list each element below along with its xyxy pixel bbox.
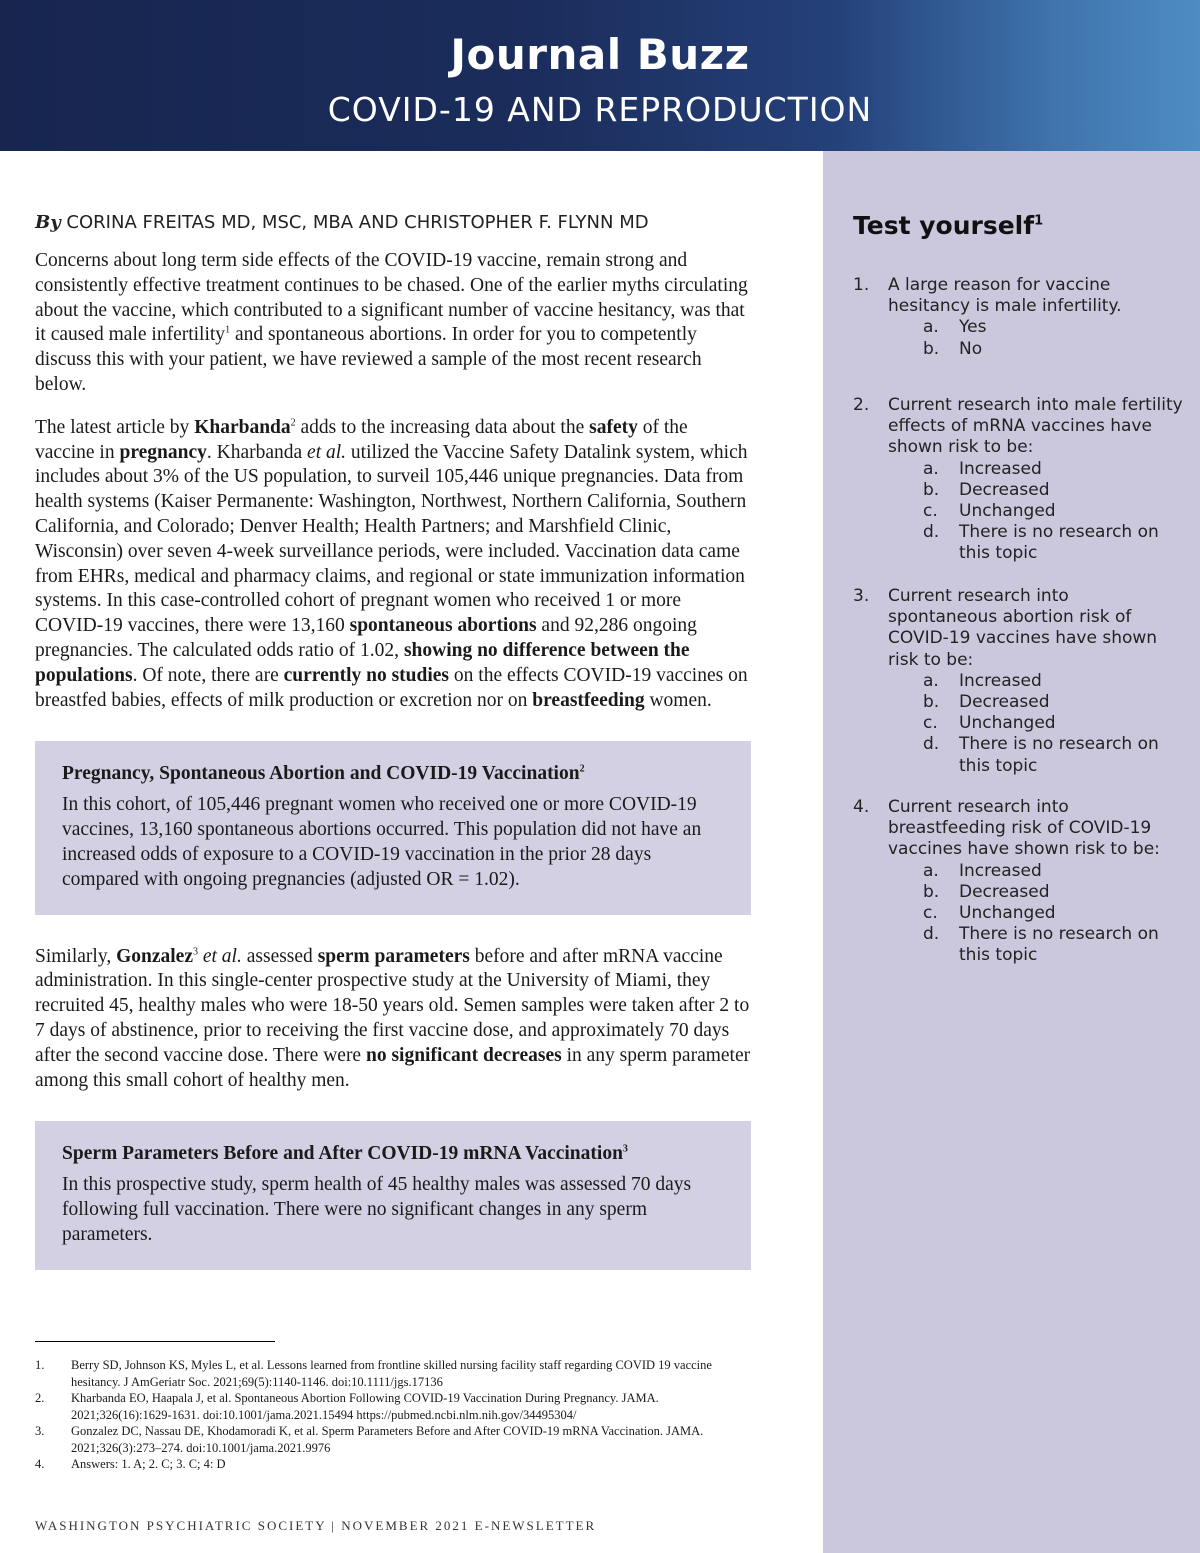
para-italic: et al. <box>307 441 347 463</box>
callout-text: In this cohort, of 105,446 pregnant women who received one or more COVID-19 vaccines, 13,160 spontaneous abortions occurred. This population did not have an increased odds of exposure to a COVID-19 vaccination in the prior 28 days compared with ongoing pregnancies (adjusted OR = 1.02). <box>62 794 702 890</box>
intro-text: Concerns about long term side effects of the COVID-19 vaccine, remain strong and consistently effective treatment continues to be chased. One of the earlier myths circulating about the vaccine, which contributed to a significant number of vaccine hesitancy, was that it caused male infertility <box>35 250 748 346</box>
kharbanda-paragraph <box>35 416 751 714</box>
footnote <box>35 1390 725 1423</box>
question-number: 3. <box>853 586 870 606</box>
option-letter: b. <box>923 338 940 359</box>
intro-text: and spontaneous abortions. In order for you to competently discuss this with your patient, we have reviewed a sample of the most recent research below. <box>35 324 702 395</box>
page-title: Journal Buzz <box>450 30 750 79</box>
option-letter: c. <box>923 501 938 522</box>
citation-ref: 3 <box>622 1143 628 1155</box>
quiz-question <box>853 586 1183 777</box>
footnote-divider <box>35 1341 275 1342</box>
intro-paragraph <box>35 249 751 398</box>
para-bold: safety <box>589 416 638 438</box>
para-text: on the effects COVID-19 vaccines on breastfed babies, effects of milk production or excretion nor on <box>35 664 748 711</box>
answer-option <box>923 501 1183 522</box>
option-letter: b. <box>923 479 940 500</box>
para-bold: showing no difference between the populations <box>35 639 690 686</box>
footnote-text: Answers: 1. A; 2. C; 3. C; 4: D <box>71 1457 226 1471</box>
callout-text: In this prospective study, sperm health of 45 healthy males was assessed 70 days following full vaccination. There were no significant changes in any sperm parameters. <box>62 1174 692 1245</box>
answer-option <box>923 924 1183 966</box>
callout-title-text: Pregnancy, Spontaneous Abortion and COVID-19 Vaccination <box>62 763 580 785</box>
option-text: Increased <box>959 860 1042 881</box>
para-text: and 92,286 ongoing pregnancies. The calculated odds ratio of 1.02, <box>35 615 697 661</box>
quiz-question <box>853 275 1183 360</box>
callout-title <box>62 763 724 785</box>
footnotes <box>35 1357 725 1473</box>
para-bold: currently no studies <box>283 664 450 686</box>
option-letter: a. <box>923 317 939 338</box>
question-text: Current research into spontaneous abortion risk of COVID-19 vaccines have shown risk to be: <box>888 586 1158 670</box>
callout-sperm <box>35 1121 751 1269</box>
page-subtitle: COVID-19 AND REPRODUCTION <box>327 90 873 129</box>
article-body <box>35 212 751 1300</box>
para-text: adds to the increasing data about the <box>295 416 590 438</box>
quiz-question <box>853 395 1183 565</box>
footnote-number: 4. <box>35 1457 45 1471</box>
para-text: . Kharbanda <box>206 441 308 463</box>
footnote <box>35 1456 725 1473</box>
option-letter: d. <box>923 734 940 755</box>
option-text: Increased <box>959 670 1042 691</box>
callout-title <box>62 1143 724 1165</box>
para-bold: pregnancy <box>119 441 207 463</box>
answer-option <box>923 339 1183 360</box>
para-text: assessed <box>241 945 318 967</box>
para-bold: breastfeeding <box>532 689 645 711</box>
byline-prefix: By <box>35 212 61 233</box>
option-letter: d. <box>923 924 940 945</box>
answer-option <box>923 317 1183 338</box>
option-letter: b. <box>923 881 940 902</box>
option-text: No <box>959 338 983 359</box>
citation-ref: 2 <box>290 417 296 429</box>
page-header <box>0 0 1200 151</box>
option-letter: a. <box>923 458 939 479</box>
footnote-text: Gonzalez DC, Nassau DE, Khodamoradi K, et al. Sperm Parameters Before and After COVID-19 mRNA Vaccination. JAMA. 2021;326(3):273–274. doi:10.1001/jama.2021.9976 <box>71 1424 704 1455</box>
option-letter: a. <box>923 670 939 691</box>
quiz-title-text: Test yourself <box>853 211 1035 240</box>
answer-option <box>923 861 1183 882</box>
answer-option <box>923 459 1183 480</box>
footnote <box>35 1423 725 1456</box>
citation-ref: 3 <box>192 946 198 958</box>
answer-option <box>923 734 1183 776</box>
para-text: The latest article by <box>35 416 195 438</box>
para-bold: no significant decreases <box>365 1044 562 1066</box>
option-letter: a. <box>923 860 939 881</box>
question-text: Current research into breastfeeding risk of COVID-19 vaccines have shown risk to be: <box>888 797 1160 860</box>
question-number: 1. <box>853 275 870 295</box>
byline <box>35 212 751 233</box>
para-text: Similarly, <box>35 945 117 967</box>
byline-authors: CORINA FREITAS MD, MSC, MBA AND CHRISTOPHER F. FLYNN MD <box>66 212 649 233</box>
option-text: Decreased <box>959 881 1050 902</box>
para-bold: sperm parameters <box>317 945 470 967</box>
footnote-number: 2. <box>35 1391 45 1405</box>
option-text: Yes <box>959 317 987 338</box>
option-text: Decreased <box>959 692 1050 713</box>
question-number: 2. <box>853 395 870 415</box>
para-text: in any sperm parameter among this small cohort of healthy men. <box>35 1044 751 1091</box>
gonzalez-paragraph <box>35 945 751 1094</box>
question-text: Current research into male fertility effects of mRNA vaccines have shown risk to be: <box>888 395 1183 458</box>
footnote-text: Berry SD, Johnson KS, Myles L, et al. Lessons learned from frontline skilled nursing facility staff regarding COVID 19 vaccine hesitancy. J AmGeriatr Soc. 2021;69(5):1140-1146. doi:10.1111/jgs.17136 <box>71 1358 712 1389</box>
callout-title-text: Sperm Parameters Before and After COVID-19 mRNA Vaccination <box>62 1143 623 1165</box>
answer-option <box>923 692 1183 713</box>
option-text: There is no research on this topic <box>959 924 1159 966</box>
option-letter: b. <box>923 692 940 713</box>
answer-option <box>923 480 1183 501</box>
answer-option <box>923 713 1183 734</box>
answer-option <box>923 522 1183 564</box>
question-text: A large reason for vaccine hesitancy is male infertility. <box>888 275 1122 317</box>
option-text: Increased <box>959 458 1042 479</box>
option-text: Unchanged <box>959 713 1056 734</box>
option-text: Unchanged <box>959 903 1056 924</box>
option-text: Decreased <box>959 479 1050 500</box>
answer-option <box>923 882 1183 903</box>
callout-pregnancy <box>35 741 751 914</box>
para-bold: spontaneous abortions <box>349 615 537 637</box>
para-text: . Of note, there are <box>132 664 284 686</box>
citation-ref: 1 <box>225 324 231 336</box>
para-text: women. <box>644 689 712 711</box>
answer-option <box>923 671 1183 692</box>
citation-ref: 1 <box>1034 213 1044 229</box>
quiz-sidebar <box>823 151 1200 1553</box>
answer-option <box>923 903 1183 924</box>
option-letter: c. <box>923 903 938 924</box>
option-text: There is no research on this topic <box>959 734 1159 776</box>
quiz-title <box>853 211 1043 240</box>
footnote-number: 3. <box>35 1424 45 1438</box>
footnote <box>35 1357 725 1390</box>
para-text: before and after mRNA vaccine administration. In this single-center prospective study at the University of Miami, they recruited 45, healthy males who were 18-50 years old. Semen samples were taken after 2 to 7 days of abstinence, prior to receiving the first vaccine dose, and approximately 70 days after the second vaccine dose. There were <box>35 945 750 1066</box>
para-italic: et al. <box>197 945 242 967</box>
quiz-question <box>853 797 1183 967</box>
para-text: utilized the Vaccine Safety Datalink system, which includes about 3% of the US population, to surveil 105,446 unique pregnancies. Data from health systems (Kaiser Permanente: Washington, Northwest, Northern California, Southern California, and Colorado; Denver Health; Health Partners; and Marshfield Clinic, Wisconsin) over seven 4-week surveillance periods, were included. Vaccination data came from EHRs, medical and pharmacy claims, and regional or state immunization information systems. In this case-controlled cohort of pregnant women who received 1 or more COVID-19 vaccines, there were 13,160 <box>35 441 748 637</box>
footnote-text: Kharbanda EO, Haapala J, et al. Spontaneous Abortion Following COVID-19 Vaccination During Pregnancy. JAMA. 2021;326(16):1629-1631. doi:10.1001/jama.2021.15494 https://pubmed.ncbi.nlm.nih.gov/34495304/ <box>71 1391 659 1422</box>
question-number: 4. <box>853 797 870 817</box>
footnote-number: 1. <box>35 1358 45 1372</box>
para-bold: Kharbanda <box>194 416 291 438</box>
page-footer: WASHINGTON PSYCHIATRIC SOCIETY | NOVEMBER 2021 E-NEWSLETTER <box>35 1518 597 1533</box>
option-text: There is no research on this topic <box>959 522 1159 564</box>
para-text: of the vaccine in <box>35 416 688 463</box>
para-bold: Gonzalez <box>116 945 193 967</box>
citation-ref: 2 <box>579 763 585 775</box>
option-text: Unchanged <box>959 501 1056 522</box>
option-letter: d. <box>923 522 940 543</box>
option-letter: c. <box>923 713 938 734</box>
